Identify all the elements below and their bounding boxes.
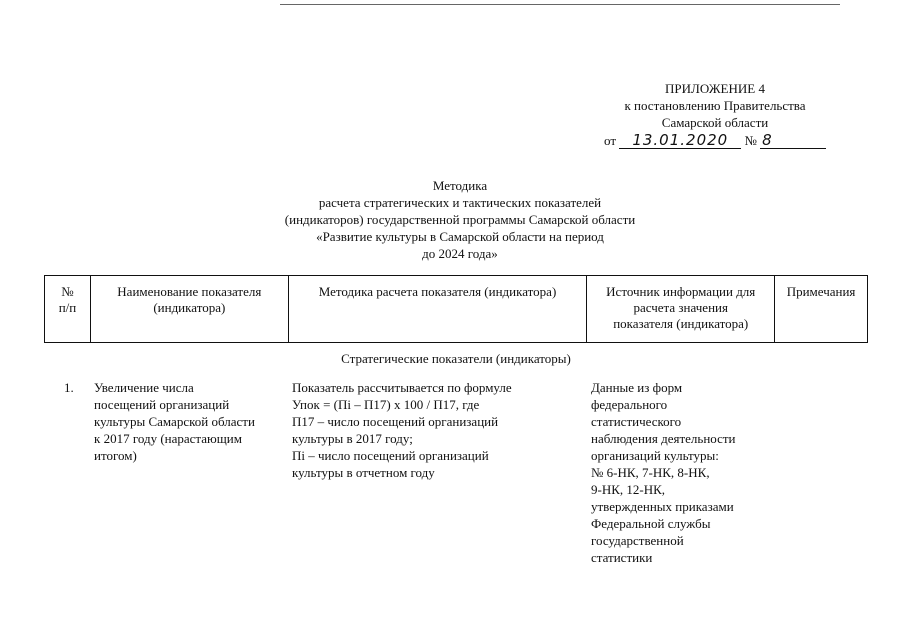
- appendix-resolution-line: к постановлению Правительства: [624, 98, 806, 113]
- appendix-region-line: Самарской области: [661, 115, 769, 130]
- row-name: Увеличение числа посещений организаций культуры Самарской области к 2017 году (нарастающим итогом): [94, 380, 255, 463]
- title-line-4: «Развитие культуры в Самарской области на период: [316, 229, 604, 244]
- title-line-3: (индикаторов) государственной программы Самарской области: [284, 212, 636, 227]
- header-source: Источник информации для расчета значения показателя (индикатора): [587, 276, 775, 342]
- appendix-block: [590, 80, 840, 149]
- number-prefix: №: [744, 133, 757, 148]
- date-prefix: от: [604, 133, 617, 148]
- title-line-1: Методика: [432, 178, 488, 193]
- header-name: Наименование показателя (индикатора): [91, 276, 289, 342]
- row-notes: [775, 379, 868, 566]
- table-header-row: [44, 275, 868, 343]
- scan-edge-line: [280, 4, 840, 5]
- appendix-title: ПРИЛОЖЕНИЕ 4: [665, 81, 765, 96]
- header-method: Методика расчета показателя (индикатора): [289, 276, 588, 342]
- title-line-5: до 2024 года»: [422, 246, 498, 261]
- header-notes: Примечания: [775, 276, 868, 342]
- handwritten-number: 8: [760, 133, 826, 149]
- header-num: № п/п: [45, 276, 91, 342]
- title-line-2: расчета стратегических и тактических показателей: [318, 195, 602, 210]
- handwritten-date: 13.01.2020: [619, 133, 741, 149]
- document-title: [200, 177, 720, 262]
- row-num: 1.: [64, 380, 74, 395]
- indicators-table: [44, 275, 868, 566]
- appendix-date-line: [590, 132, 840, 149]
- row-method: Показатель рассчитывается по формуле Упок = (Пi – П17) х 100 / П17, где П17 – число посещений организаций культуры в 2017 году; Пi – число посещений организаций культуры в отчетном году: [292, 380, 512, 480]
- row-source: Данные из форм федерального статистического наблюдения деятельности организаций культуры: № 6-НК, 7-НК, 8-НК, 9-НК, 12-НК, утвержденных приказами Федеральной службы государственной статистики: [591, 380, 736, 565]
- section-title: Стратегические показатели (индикаторы): [341, 351, 571, 366]
- table-row: [44, 379, 868, 566]
